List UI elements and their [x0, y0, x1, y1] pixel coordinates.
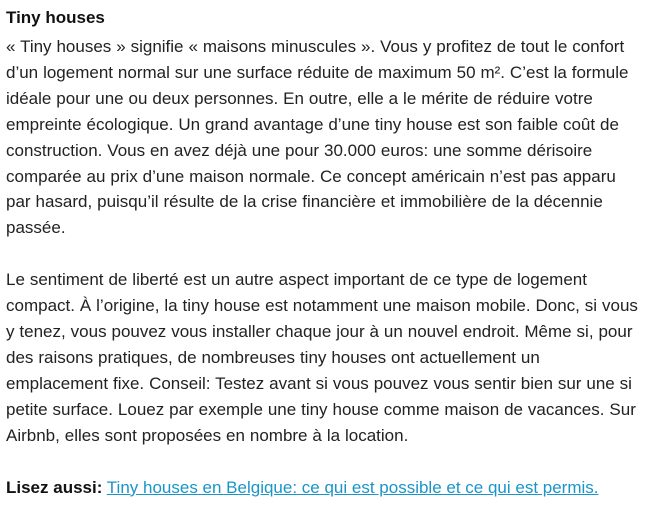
related-label: Lisez aussi: — [6, 477, 103, 497]
article-paragraph-2: Le sentiment de liberté est un autre aspect important de ce type de logement compact. À l’origine, la tiny house est notamment une maison mobile. Donc, si vous y tenez, vous pouvez vous installer chaque jour à un nouvel endroit. Même si, pour des raisons pratiques, de nombreuses tiny houses ont actuellement un emplacement fixe. Conseil: Testez avant si vous pouvez vous sentir bien sur une si petite surface. Louez par exemple une tiny house comme maison de vacances. Sur Airbnb, elles sont proposées en nombre à la location. — [6, 270, 638, 445]
article-paragraph-1: « Tiny houses » signifie « maisons minuscules ». Vous y profitez de tout le confort d’un logement normal sur une surface réduite de maximum 50 m². C’est la formule idéale pour une ou deux personnes. En outre, elle a le mérite de réduire votre empreinte écologique. Un grand avantage d’une tiny house est son faible coût de construction. Vous en avez déjà une pour 30.000 euros: une somme dérisoire comparée au prix d’une maison normale. Ce concept américain n’est pas apparu par hasard, puisqu’il résulte de la crise financière et immobilière de la décennie passée. — [6, 37, 629, 238]
related-article — [6, 475, 642, 501]
related-article-link[interactable]: Tiny houses en Belgique: ce qui est possible et ce qui est permis. — [106, 477, 599, 497]
article-title: Tiny houses — [6, 8, 105, 27]
